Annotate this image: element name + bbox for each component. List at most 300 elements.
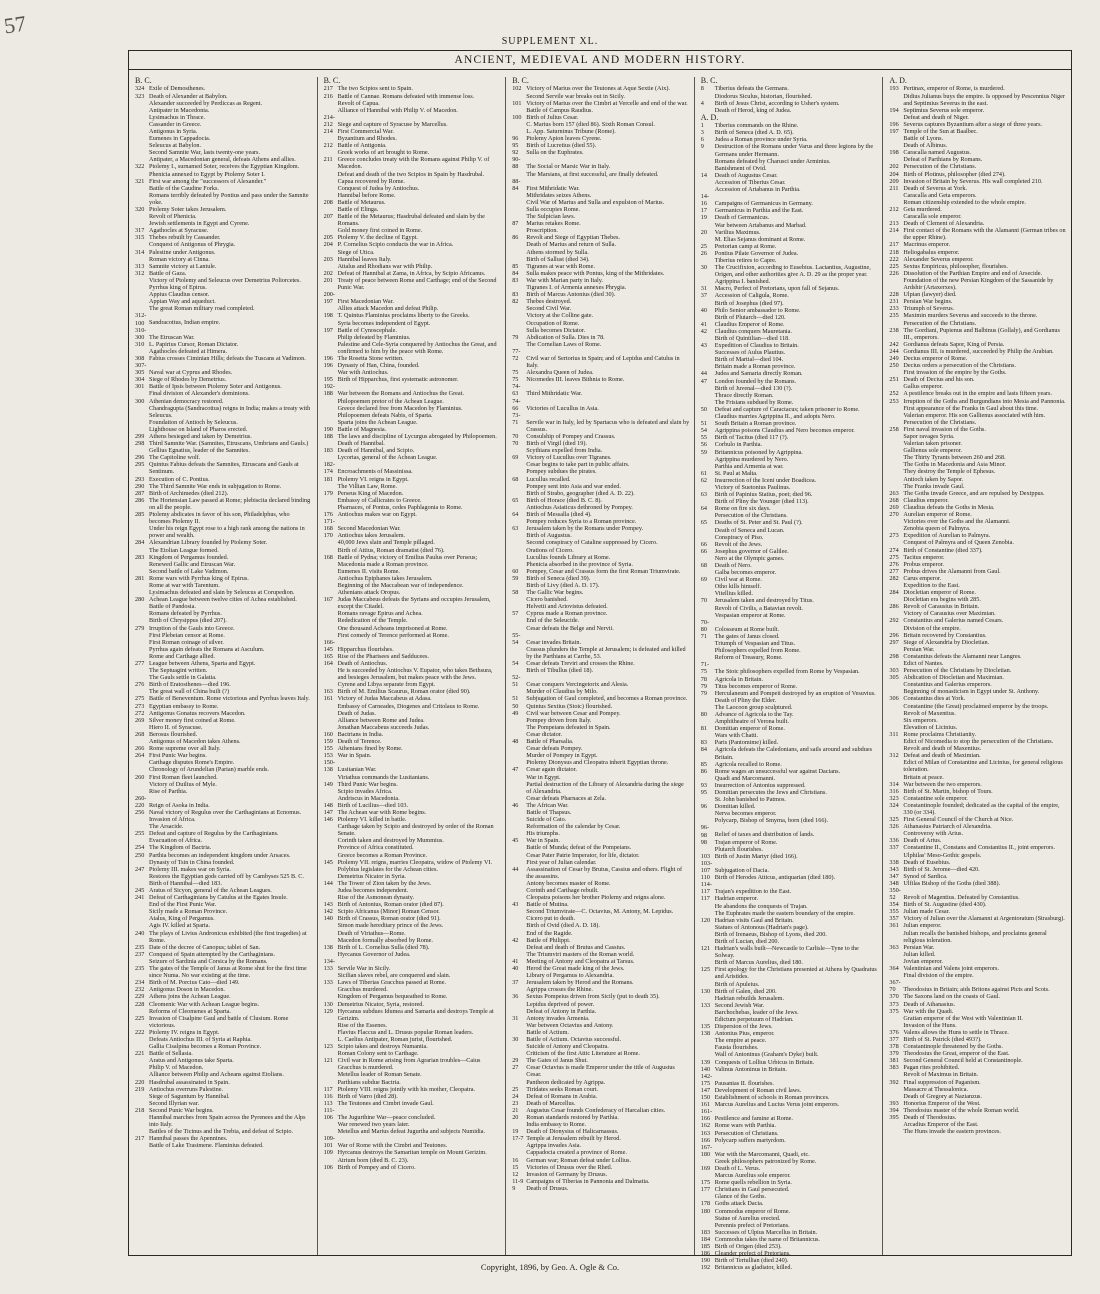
entry-text: Theodosius the Great, emperor of the East.: [903, 1050, 1010, 1058]
entry-text: Birth of Hipparchus, first systematic astronomer.: [337, 376, 459, 384]
entry-year: 292: [889, 617, 899, 625]
entry-year: 198: [323, 312, 333, 320]
entry-text: The Gordiani, Pupienus and Balbinus (Gollaly), and Gordianus III., emperors.: [903, 326, 1060, 341]
entry-year: 260: [135, 773, 145, 781]
entry-text: The Tower of Zion taken by the Jews.: [337, 879, 432, 887]
entry-text: Gallia Cisalpina becomes a Roman Province.: [149, 1043, 262, 1051]
history-entry: [324, 206, 502, 213]
history-entry: [889, 277, 1067, 291]
entry-year: 21: [512, 1106, 519, 1114]
entry-year: 62: [700, 476, 707, 484]
history-entry: [889, 596, 1067, 603]
entry-text: Persian War begins.: [903, 298, 953, 306]
entry-text: Athenians attack Oropus.: [337, 589, 401, 597]
history-entry: [889, 922, 1067, 929]
entry-text: Quintus Sextius (Stoic) flourished.: [526, 702, 613, 710]
entry-text: Athens joins the Achean League.: [149, 993, 231, 1001]
entry-year: 85: [512, 262, 519, 270]
entry-year: 281: [135, 574, 145, 582]
history-entry: [512, 341, 690, 348]
entry-text: Demetrius Nicator in Syria.: [337, 872, 406, 880]
history-entry: [512, 433, 690, 440]
history-entry: [701, 463, 879, 470]
entry-year: 323: [889, 794, 899, 802]
entry-year: 269: [889, 503, 899, 511]
history-entry: [512, 802, 690, 809]
history-entry: [512, 490, 690, 497]
entry-year: 70: [512, 433, 519, 440]
entry-text: Romans ravage Epirus and Achea.: [337, 610, 423, 618]
entry-year: 235: [889, 312, 899, 320]
entry-year: 192: [700, 1264, 711, 1272]
entry-text: Claudius conquers Mauretania.: [714, 327, 792, 335]
history-entry: [324, 752, 502, 759]
entry-text: Date of the decree of Canopus; tablet of San.: [149, 943, 261, 951]
history-entry: [701, 158, 879, 165]
entry-text: Flavius Flaccus and L. Drusus popular Roman leaders.: [337, 1028, 474, 1036]
entry-text: Quintus Fabius defeats the Samnites, Etruscans and Gauls at Sentinum.: [149, 461, 299, 476]
history-entry: [135, 582, 313, 589]
entry-year: 286: [889, 603, 899, 611]
history-entry: [512, 1029, 690, 1036]
entry-text: The Goths invade Greece, and are repulsed by Dexippus.: [903, 489, 1045, 497]
entry-text: The Pompeians defeated in Spain.: [526, 723, 611, 731]
entry-text: Jovian emperor.: [903, 957, 943, 965]
entry-year: 145: [323, 858, 333, 866]
history-entry: [701, 222, 879, 229]
history-entry: [889, 972, 1067, 979]
entry-year: 79: [512, 333, 519, 341]
entry-year: 338: [889, 858, 899, 866]
entry-text: Alexandrian Library founded by Ptolemy Soter.: [149, 539, 268, 547]
entry-year: 220: [135, 1078, 145, 1086]
history-entry: [135, 1086, 313, 1093]
history-entry: [512, 241, 690, 248]
entry-text: Goths attack Dacia.: [714, 1200, 764, 1208]
entry-text: Conspiracy of Piso.: [714, 533, 764, 541]
history-entry: [512, 256, 690, 263]
history-entry: [135, 440, 313, 447]
entry-year: 83: [512, 276, 519, 284]
history-entry: [889, 1086, 1067, 1093]
history-entry: [512, 922, 690, 929]
entry-text: The Achean war with Rome begins.: [337, 808, 427, 816]
history-entry: [701, 895, 879, 902]
entry-text: Roman citizenship extended to the whole empire.: [903, 198, 1026, 206]
history-entry: [701, 1051, 879, 1058]
entry-year: 66: [700, 547, 707, 555]
history-entry: [701, 1236, 879, 1243]
entry-year: 20: [512, 1114, 519, 1121]
history-entry: [324, 504, 502, 511]
history-entry: [324, 724, 502, 731]
history-entry: [701, 257, 879, 264]
history-entry: [135, 1043, 313, 1050]
history-entry: [135, 1008, 313, 1015]
history-entry: [889, 213, 1067, 220]
entry-text: Agrippina I. banished.: [714, 278, 771, 286]
entry-text: Revolt of the Jews.: [714, 540, 763, 548]
entry-text: Tigranes at war with Rome.: [526, 262, 595, 270]
history-entry: [889, 539, 1067, 546]
entry-year: 65: [512, 496, 519, 504]
entry-year: 183: [323, 447, 333, 455]
entry-text: Pestilence and famine at Rome.: [714, 1115, 793, 1123]
entry-year: 63: [512, 525, 519, 533]
history-entry: [889, 142, 1067, 149]
entry-year: 218: [889, 248, 899, 256]
history-entry: [135, 156, 313, 163]
entry-year: 337: [889, 844, 899, 852]
entry-text: Rise of Parthia.: [149, 787, 188, 795]
history-entry: [889, 1043, 1067, 1050]
history-entry: [324, 632, 502, 639]
history-entry: [701, 640, 879, 647]
entry-text: Jerusalem taken and destroyed by Titus.: [714, 597, 814, 605]
entry-year: 209: [889, 177, 899, 185]
entry-year: 190: [323, 425, 333, 433]
entry-text: Development of Roman civil laws.: [714, 1086, 802, 1094]
entry-year: 183: [700, 1228, 711, 1236]
entry-text: Birth of Lucretius (died 55).: [526, 142, 597, 150]
history-entry: [889, 256, 1067, 263]
entry-text: Commodus takes the name of Britannicus.: [714, 1235, 820, 1243]
entry-text: Ptolemy VII. reigns, marries Cleopatra, widow of Ptolemy VI.: [337, 858, 493, 866]
history-entry: [512, 688, 690, 695]
history-entry: [512, 958, 690, 965]
history-entry: [135, 951, 313, 958]
entry-year: 395: [889, 1114, 899, 1121]
entry-text: Chronology of Arundelian (Parian) marble ends.: [149, 766, 269, 774]
history-entry: [135, 1050, 313, 1057]
entry-text: Death of Gregory at Nazianzus.: [903, 1092, 982, 1100]
history-entry: [889, 1008, 1067, 1015]
entry-text: Jerusalem taken by Herod and the Romans.: [526, 979, 634, 987]
entry-text: Julian made Cesar.: [903, 908, 950, 916]
entry-text: Invasion of Germany by Drusus.: [526, 1170, 608, 1178]
history-entry: [512, 724, 690, 731]
entry-text: Birth of Sallust (died 34).: [526, 255, 590, 263]
entry-year: 316: [889, 787, 899, 795]
entry-year: 139: [700, 1058, 711, 1066]
history-entry: [701, 903, 879, 910]
history-entry: [889, 433, 1067, 440]
entry-year: 129: [323, 1007, 333, 1015]
entry-year: 109: [323, 1149, 333, 1157]
history-entry: [324, 305, 502, 312]
history-entry: [135, 901, 313, 908]
entry-text: Agricola recalled to Rome.: [714, 760, 782, 768]
history-entry: [512, 603, 690, 610]
history-entry: [512, 781, 690, 795]
entry-year: 150: [700, 1094, 711, 1102]
entry-text: Hipparchus flourishes.: [337, 645, 394, 653]
history-entry: [324, 1086, 502, 1093]
entry-text: Defeat of Parthians by Romans.: [903, 156, 983, 164]
history-entry: [512, 312, 690, 319]
entry-text: Nerva becomes emperor.: [714, 810, 777, 818]
entry-year: 254: [135, 844, 145, 852]
entry-text: Tigranes I. of Armenia annexes Phrygia.: [526, 284, 627, 292]
history-entry: [701, 392, 879, 399]
entry-text: First naval invasion of the Goths.: [903, 425, 986, 433]
entry-text: Final division of the empire.: [903, 972, 974, 980]
entry-year: 275: [889, 553, 899, 561]
entry-year: 57: [512, 610, 519, 618]
history-entry: [324, 241, 502, 248]
history-entry: [701, 491, 879, 498]
entry-text: Defeat of Hannibal at Zama, in Africa, by Scipio Africanus.: [337, 269, 486, 277]
entry-text: Six emperors.: [903, 716, 938, 724]
history-entry: [701, 676, 879, 683]
entry-year: 140: [700, 1065, 711, 1073]
history-entry: [889, 915, 1067, 922]
entry-text: The Etolian League formed.: [149, 546, 219, 554]
history-entry: [135, 185, 313, 192]
entry-year: 314: [889, 780, 899, 788]
entry-text: Execution of C. Pontius.: [149, 475, 210, 483]
entry-text: Edict of Milan of Constantine and Licinius, for general religious toleration.: [903, 759, 1063, 774]
entry-text: Birth of Tertullian (died 240).: [714, 1257, 789, 1265]
entry-text: First war among the "successors of Alexander.": [149, 177, 267, 185]
entry-year: 134-133: [323, 957, 335, 973]
entry-text: Perennis prefect of Pretorians.: [714, 1221, 790, 1229]
history-entry: [135, 759, 313, 766]
entry-text: First contact of the Romans with the Alamanni (German tribes on the upper Rhine).: [903, 227, 1066, 242]
entry-text: Defeat and capture of Caractacus; taken prisoner to Rome.: [714, 405, 860, 413]
entry-year: 228: [889, 291, 899, 299]
entry-year: 51: [700, 420, 707, 428]
history-entry: [701, 100, 879, 107]
entry-year: 60: [512, 567, 519, 575]
history-entry: [701, 399, 879, 406]
entry-year: 204: [889, 170, 899, 178]
history-entry: [889, 1107, 1067, 1114]
entry-text: Murder of Claudius by Milo.: [526, 688, 598, 696]
entry-text: The Frisians subdued by Rome.: [714, 398, 794, 406]
entry-year: 354: [889, 901, 899, 909]
history-entry: [889, 1001, 1067, 1008]
entry-text: Vitellius killed.: [714, 590, 753, 598]
history-entry: [135, 178, 313, 185]
entry-year: 153: [323, 752, 333, 760]
entry-text: India embassy to Rome.: [526, 1121, 586, 1129]
entry-text: End of the First Punic War.: [149, 901, 217, 909]
history-entry: [135, 100, 313, 107]
entry-year: 37: [700, 292, 707, 300]
entry-text: Death of Decius and his son.: [903, 376, 975, 384]
entry-text: Agis IV. killed at Sparta.: [149, 922, 211, 930]
history-entry: [889, 1057, 1067, 1064]
entry-text: Claudius Emperor of Rome.: [714, 320, 785, 328]
entry-year: 247: [135, 865, 145, 873]
entry-text: Pontius Pilate Governor of Judea.: [714, 249, 799, 257]
entry-text: Claudius defeats the Goths in Mesia.: [903, 503, 995, 511]
history-entry: [324, 1157, 502, 1164]
entry-year: 175: [700, 1179, 711, 1187]
history-entry: [324, 171, 502, 178]
entry-year: 167: [323, 596, 333, 604]
entry-text: Trajan emperor of Rome.: [714, 838, 778, 846]
entry-text: Battle of Magnesia.: [337, 425, 387, 433]
entry-year: 98: [700, 838, 707, 846]
history-entry: [701, 1066, 879, 1073]
history-entry: [135, 447, 313, 454]
history-entry: [324, 809, 502, 816]
entry-year: 30: [700, 264, 707, 272]
history-entry: [701, 619, 879, 633]
entry-year: 68: [512, 475, 519, 483]
entry-year: 255: [135, 830, 145, 838]
entry-text: Alliance between Philip and Acheans against Etolians.: [149, 1071, 284, 1079]
history-entry: [889, 85, 1067, 92]
entry-year: 138: [700, 1030, 711, 1038]
history-entry: [135, 1001, 313, 1008]
history-entry: [889, 745, 1067, 752]
entry-text: Birth of Tibullus (died 18).: [526, 667, 594, 675]
entry-text: Corinth taken and destroyed by Mummius.: [337, 837, 444, 845]
entry-year: 305: [889, 674, 899, 682]
entry-text: Advance of Agricola to the Tay.: [714, 710, 794, 718]
entry-text: Appius Claudius censor.: [149, 291, 210, 299]
entry-year: 162: [700, 1122, 711, 1130]
history-entry: [889, 1022, 1067, 1029]
entry-year: 9: [512, 1184, 516, 1192]
entry-year: 68: [700, 562, 707, 569]
entry-text: Birth of L. Cornelius Sulla (died 78).: [337, 943, 430, 951]
entry-text: Cesar dictator.: [526, 730, 562, 738]
entry-text: Cleander prefect of Pretorians.: [714, 1250, 791, 1258]
history-entry: [135, 859, 313, 866]
entry-text: Athenian democracy restored.: [149, 397, 224, 405]
history-entry: [889, 866, 1067, 873]
entry-text: Roman standards restored by Parthia.: [526, 1114, 619, 1121]
history-entry: [512, 440, 690, 447]
entry-text: Revolt of Maximus in Britain.: [903, 1071, 979, 1079]
history-entry: [512, 880, 690, 887]
entry-text: Third Punic War begins.: [337, 780, 398, 788]
history-entry: [889, 1029, 1067, 1036]
entry-year: 11-9: [512, 1177, 524, 1185]
entry-year: 87: [512, 220, 519, 228]
history-entry: [135, 603, 313, 610]
history-entry: [512, 717, 690, 724]
entry-text: Civil war in Rome arising from Agrarian troubles—Caius Gracchus is murdered.: [337, 1057, 481, 1072]
entry-year: 4: [700, 99, 704, 107]
history-entry: [324, 951, 502, 958]
history-entry: [324, 1022, 502, 1029]
history-entry: [512, 461, 690, 468]
entry-text: Second Servile war breaks out in Sicily.: [526, 92, 625, 100]
history-entry: [701, 278, 879, 285]
history-entry: [324, 653, 502, 660]
entry-text: Battle of Ipsis between Ptolemy Soter and Antigonus.: [149, 383, 282, 391]
entry-text: Sulla occupies Rome.: [526, 206, 580, 213]
history-entry: [701, 363, 879, 370]
entry-text: Sulla on the Euphrates.: [526, 149, 584, 157]
entry-text: Renewed Gallic and Etruscan War.: [149, 560, 236, 568]
entry-text: Kingdom of Pergamus bequeathed to Rome.: [337, 993, 448, 1001]
entry-text: Victory at the Colline gate.: [526, 312, 593, 320]
entry-text: Christians in Gaul persecuted.: [714, 1186, 790, 1194]
entry-year: 298: [889, 652, 899, 660]
entry-text: Death of Hannibal, and Scipio.: [337, 447, 415, 455]
history-entry: [701, 229, 879, 236]
history-entry: [324, 908, 502, 915]
entry-year: 373: [889, 1000, 899, 1008]
entry-text: Scipio invades Africa.: [337, 787, 393, 795]
history-entry: [512, 1107, 690, 1114]
history-entry: [889, 171, 1067, 178]
history-entry: [512, 383, 690, 397]
entry-text: The Laocoon group sculptured.: [714, 703, 793, 711]
history-entry: [135, 355, 313, 362]
history-entry: [135, 710, 313, 717]
entry-year: 64: [512, 511, 519, 519]
entry-text: End of the Seleucide.: [526, 617, 580, 625]
history-entry: [701, 378, 879, 385]
history-entry: [324, 497, 502, 504]
entry-text: Second General Council held at Constantinople.: [903, 1057, 1023, 1065]
entry-year: 300: [135, 397, 145, 405]
history-entry: [889, 724, 1067, 731]
entry-text: Controversy with Arius.: [903, 830, 964, 838]
entry-text: Abdication of Diocletian and Maximian.: [903, 674, 1004, 682]
entry-year: 65: [700, 519, 707, 527]
history-entry: [135, 454, 313, 461]
entry-year: 285: [135, 511, 145, 519]
history-entry: [324, 277, 502, 291]
entry-text: Birth of Virgil (died 19).: [526, 440, 587, 448]
history-entry: [701, 250, 879, 257]
history-entry: [135, 291, 313, 298]
entry-text: Domitian killed.: [714, 803, 756, 811]
history-entry: [889, 1064, 1067, 1071]
entry-text: Second Macedonian War.: [337, 525, 401, 533]
history-entry: [324, 341, 502, 355]
entry-text: The Arsacide.: [149, 823, 184, 831]
history-entry: [512, 752, 690, 759]
entry-text: Antipater in Macedonia.: [149, 106, 210, 114]
history-entry: [889, 149, 1067, 156]
entry-year: 17: [700, 207, 707, 215]
history-entry: [701, 1037, 879, 1044]
history-entry: [889, 1128, 1067, 1135]
history-entry: [324, 249, 502, 256]
history-entry: [701, 1009, 879, 1016]
history-entry: [324, 114, 502, 128]
entry-year: 196: [323, 354, 333, 362]
history-entry: [512, 759, 690, 766]
entry-text: Sandracottus, Indian empire.: [149, 319, 221, 327]
entry-text: Meeting of Antony and Cleopatra at Tarsus.: [526, 957, 635, 965]
history-entry: [701, 314, 879, 321]
entry-text: Perseus King of Macedon.: [337, 489, 404, 497]
entry-year: 148: [323, 801, 333, 809]
entry-year: 142-175: [700, 1072, 713, 1087]
history-entry: [324, 993, 502, 1000]
entry-year: 186: [700, 1250, 711, 1258]
history-entry: [135, 213, 313, 220]
entry-text: Cappadocia created a province of Rome.: [526, 1149, 627, 1157]
history-entry: [701, 1208, 879, 1215]
history-entry: [889, 327, 1067, 341]
history-entry: [701, 931, 879, 938]
history-entry: [889, 440, 1067, 447]
history-entry: [889, 561, 1067, 568]
entry-year: 55: [700, 434, 707, 442]
entry-text: Death of Germanicus.: [714, 214, 770, 222]
